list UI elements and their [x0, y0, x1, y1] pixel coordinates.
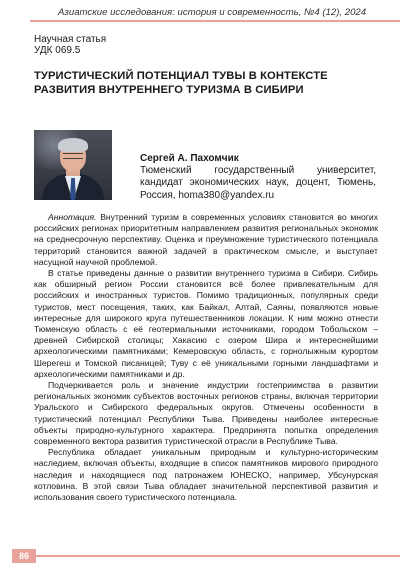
journal-title: Азиатские исследования: история и современность, №4 (12), 2024 — [58, 7, 367, 18]
abstract-text: Внутренний туризм в современных условиях становится во многих российских регионах приоритетным направлением развития региональных экономик на среднесрочную перспективу. Оценка и преумножение туристического потенциала территорий становится важной задачей в практическом смысле, и выступает насущной научной проблемой. — [34, 212, 378, 267]
journal-header — [0, 0, 400, 22]
body-paragraph: Республика обладает уникальным природным и культурно-историческим наследием, включая объекты, входящие в список памятников мирового природного наследия и находящиеся под патронажем ЮНЕСКО, например, Убсунурская котловина. В этой связи Тыва обладает значительной перспективой развития и использования своего туристического потенциала. — [34, 447, 378, 503]
article-title: ТУРИСТИЧЕСКИЙ ПОТЕНЦИАЛ ТУВЫ В КОНТЕКСТЕ РАЗВИТИЯ ВНУТРЕННЕГО ТУРИЗМА В СИБИРИ — [34, 70, 328, 96]
author-affiliation: Тюменский государственный университет, кандидат экономических наук, доцент, Тюмень, Россия, homa380@yandex.ru — [140, 165, 376, 201]
abstract-paragraph — [34, 212, 378, 268]
author-name: Сергей А. Пахомчик — [140, 153, 239, 164]
udc-code: УДК 069.5 — [34, 45, 81, 56]
footer-divider — [36, 555, 400, 557]
body-paragraph: Подчеркивается роль и значение индустрии гостеприимства в развитии региональных экономик субъектов восточных регионов страны, включая территории Уральского и Сибирского федеральных округов. Отмечены особенности в туристический потенциал Республики Тыва. Приведены наиболее интересные объекты природно-культурного характера. Предпринята попытка определения современного вектора развития туристической отрасли в Республике Тыва. — [34, 380, 378, 447]
article-type: Научная статья — [34, 34, 107, 45]
article-body — [34, 212, 378, 503]
page-number: 86 — [12, 549, 36, 563]
header-divider — [30, 20, 400, 22]
author-photo — [34, 130, 112, 200]
abstract-label: Аннотация. — [48, 212, 97, 222]
body-paragraph: В статье приведены данные о развитии внутреннего туризма в Сибири. Сибирь как обширный регион России становится всё более привлекательным для российских и иностранных туристов. Помимо традиционных, популярных среди туристов, мест посещения, таких, как Байкал, Алтай, Саяны, появляются новые интересные для широкого круга путешественников локации. К ним можно отнести Тюменскую область с её геотермальными источниками, городом Тобольском – древней Сибирской столицы; Хакасию с озером Шира и интереснейшими археологическими памятниками; Кемеровскую область, с горнолыжным курортом Шерегеш и Томской писаницей; Туву с её уникальными горными ландшафтами и археологическими памятниками и др. — [34, 268, 378, 379]
